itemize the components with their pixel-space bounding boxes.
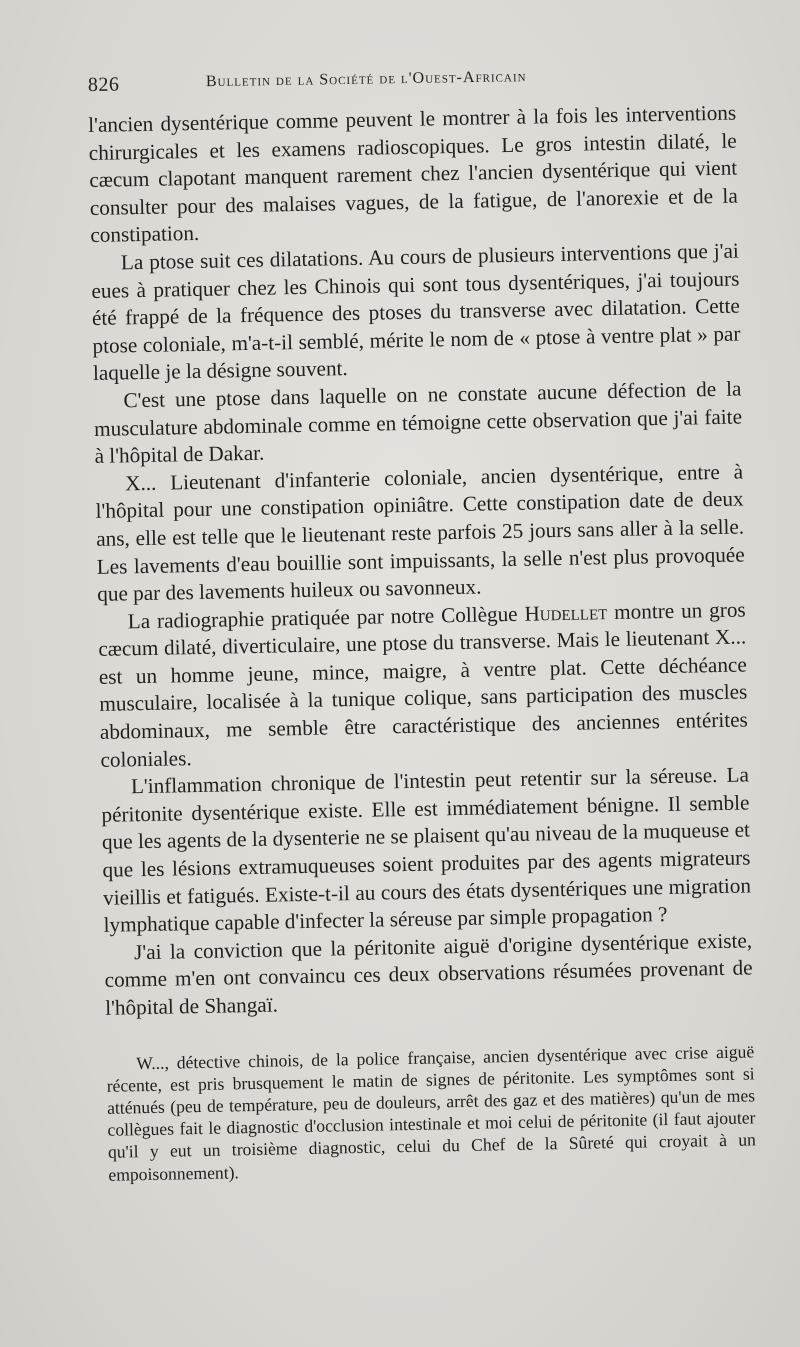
paragraph-radiographie <box>98 596 749 774</box>
case-observation-text: W..., détective chinois, de la police française, ancien dysentérique avec crise aiguë récente, est pris brusquement le matin de signes de péritonite. Les symptômes sont si atténués (peu de température, peu de douleurs, arrêt des gaz et des matières) qu'un de mes collègues fait le diagnostic d'occlusion intestinale et moi celui de péritonite (il faut ajouter qu'il y eut un troisième diagnostic, celui du Chef de la Sûreté qui croyait à un empoisonnement). <box>106 1040 757 1185</box>
radiographie-text-start: La radiographie pratiquée par notre Collègue <box>127 601 525 634</box>
page-number: 826 <box>87 73 120 96</box>
paragraph-lieutenant: X... Lieutenant d'infanterie coloniale, ancien dysentérique, entre à l'hôpital pour une constipation opiniâtre. Cette constipation date de deux ans, elle est telle que le lieutenant reste parfois 25 jours sans aller à la selle. Les lavements d'eau bouillie sont impuissants, la selle n'est plus provoquée que par des lavements huileux ou savonneux. <box>95 459 745 607</box>
main-text <box>88 100 753 1023</box>
radiographie-text-end: montre un gros cæcum dilaté, diverticulaire, une ptose du transverse. Mais le lieutenant X... est un homme jeune, mince, maigre, à ventre plat. Cette déchéance musculaire, localisée à la tunique colique, sans participation des muscles abdominaux, me semble être caractéristique des anciennes entérites coloniales. <box>98 597 749 772</box>
paragraph-ptose: La ptose suit ces dilatations. Au cours de plusieurs interventions que j'ai eues à pratiquer chez les Chinois qui sont tous dysentériques, j'ai toujours été frappé de la fréquence des ptoses du transverse avec dilatation. Cette ptose coloniale, m'a-t-il semblé, mérite le nom de « ptose à ventre plat » par laquelle je la désigne souvent. <box>91 238 741 386</box>
paragraph-defection: C'est une ptose dans laquelle on ne constate aucune défection de la musculature abdominale comme en témoigne cette observation que j'ai faite à l'hôpital de Dakar. <box>93 376 743 469</box>
case-observation <box>106 1040 756 1186</box>
paragraph-inflammation: L'inflammation chronique de l'intestin peut retentir sur la séreuse. La péritonite dysentérique existe. Elle est immédiatement bénigne. Il semble que les agents de la dysenterie ne se plaisent qu'au niveau de la muqueuse et que les lésions extramuqueuses soient produites par des agents migrateurs vieillis et fatigués. Existe-t-il au cours des états dysentériques une migration lymphatique capable d'infecter la séreuse par simple propagation ? <box>101 762 752 938</box>
page-body <box>88 100 756 1186</box>
running-title: Bulletin de la Société de l'Ouest-Africain <box>205 68 527 91</box>
page-header <box>88 62 728 106</box>
paragraph-dilatation: l'ancien dysentérique comme peuvent le montrer à la fois les interventions chirurgicales et les examens radioscopiques. Le gros intestin dilaté, le cæcum clapotant manquent rarement chez l'ancien dysentérique qui vient consulter pour des malaises vagues, de la fatigue, de l'anorexie et de la constipation. <box>88 100 738 248</box>
paragraph-conviction: J'ai la conviction que la péritonite aiguë d'origine dysentérique existe, comme m'en ont convaincu ces deux observations résumées provenant de l'hôpital de Shangaï. <box>104 928 753 1020</box>
author-name-hudellet: Hudellet <box>524 599 608 626</box>
